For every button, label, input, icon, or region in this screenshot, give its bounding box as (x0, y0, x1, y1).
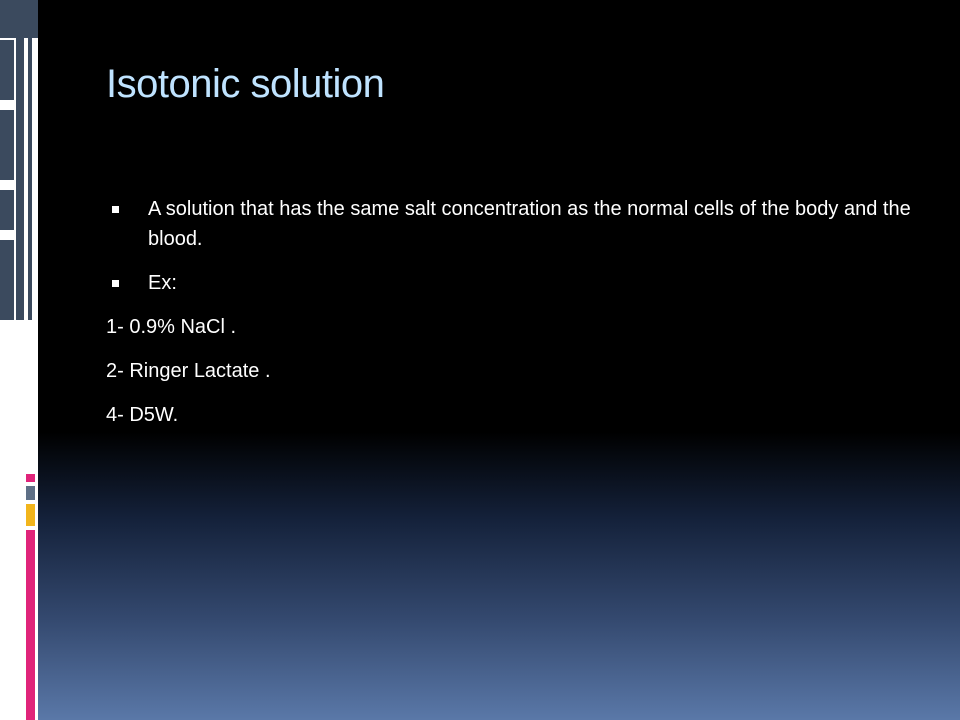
side-accent-pink-small (26, 474, 35, 482)
side-accent-pink-long (26, 530, 35, 720)
side-bar-block-b (0, 110, 14, 180)
side-accent-steel (26, 486, 35, 500)
bullet-item (106, 194, 916, 254)
side-accent-yellow (26, 504, 35, 526)
slide-body (106, 194, 916, 444)
side-bar-thin-top (16, 0, 24, 320)
side-bar-thinner-top (28, 0, 32, 320)
example-line: 1- 0.9% NaCl . (106, 316, 237, 338)
bullet-text: Ex: (148, 272, 177, 294)
bullet-item (106, 268, 916, 298)
example-line: 4- D5W. (106, 404, 179, 426)
side-decoration (0, 0, 38, 720)
slide-title: Isotonic solution (106, 62, 385, 106)
example-line: 2- Ringer Lactate . (106, 360, 271, 382)
side-bar-block-c (0, 190, 14, 230)
square-bullet-icon (112, 280, 119, 287)
square-bullet-icon (112, 206, 119, 213)
side-bar-block-a (0, 40, 14, 100)
bullet-text: A solution that has the same salt concentration as the normal cells of the body and the blood. (148, 198, 911, 250)
side-bar-block-d (0, 240, 14, 320)
